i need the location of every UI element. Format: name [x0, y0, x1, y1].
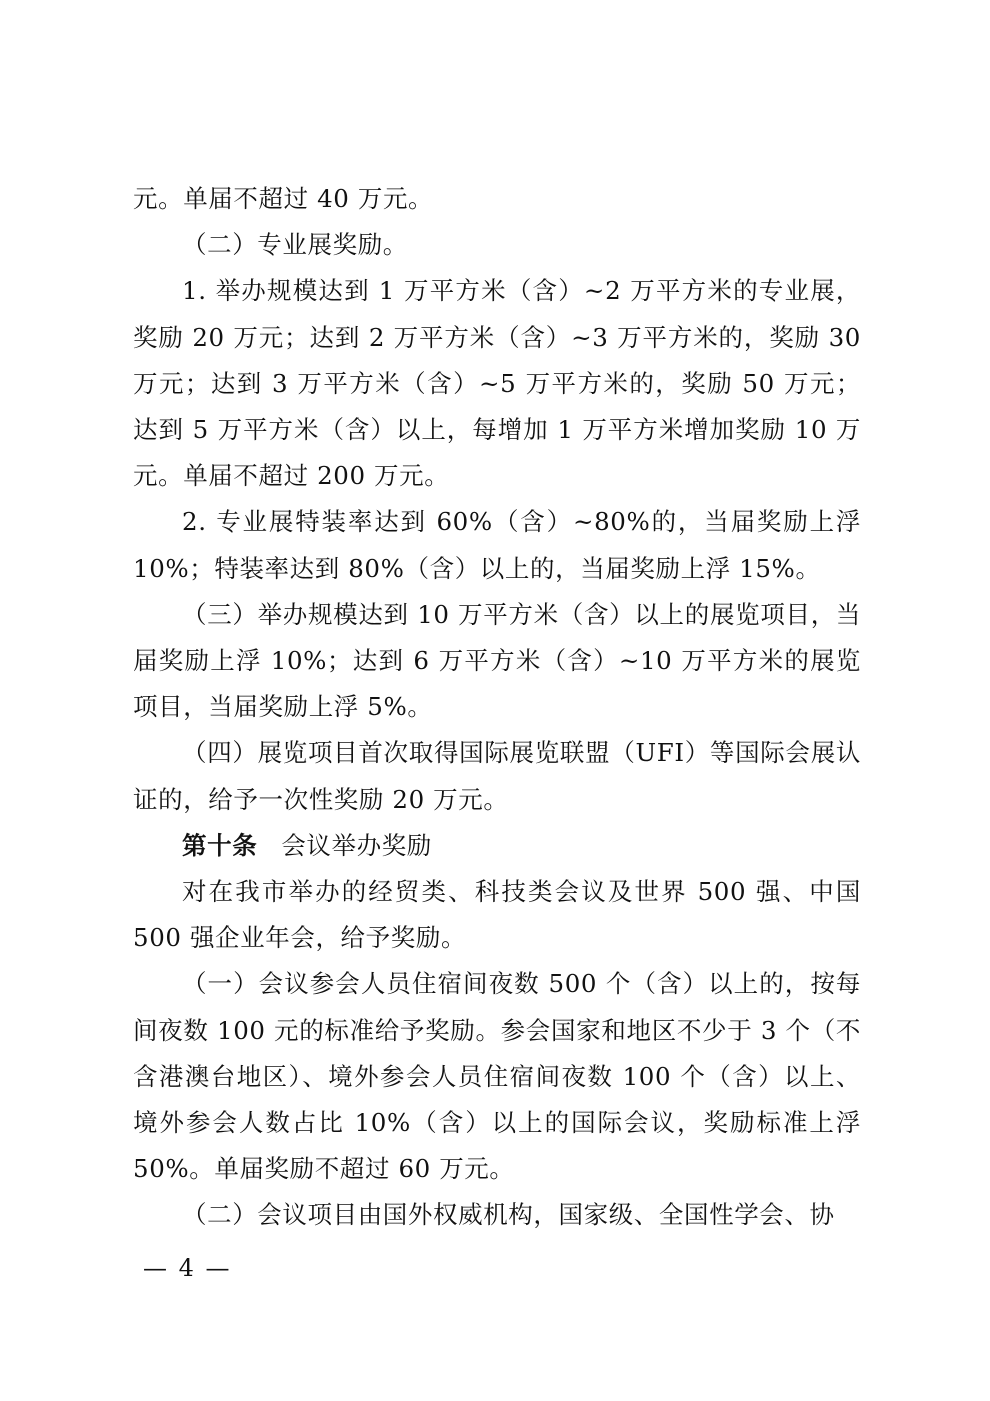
paragraph-section-4: （四）展览项目首次取得国际展览联盟（UFI）等国际会展认证的，给予一次性奖励 20 万元。 [133, 738, 861, 814]
paragraph-item-1: 1. 举办规模达到 1 万平方米（含）~2 万平方米的专业展，奖励 20 万元；达到 2 万平方米（含）~3 万平方米的，奖励 30 万元；达到 3 万平方米（含）~5 万平方米的，奖励 50 万元；达到 5 万平方米（含）以上，每增加 1 万平方米增加奖励 10 万元。单届不超过 200 万元。 [133, 276, 861, 491]
paragraph-section-3: （三）举办规模达到 10 万平方米（含）以上的展览项目，当届奖励上浮 10%；达到 6 万平方米（含）~10 万平方米的展览项目，当届奖励上浮 5%。 [133, 599, 861, 722]
paragraph-continuation: 元。单届不超过 40 万元。 [133, 184, 434, 213]
paragraph-article-intro: 对在我市举办的经贸类、科技类会议及世界 500 强、中国 500 强企业年会，给予奖励。 [133, 877, 861, 953]
paragraph-item-2: 2. 专业展特装率达到 60%（含）~80%的，当届奖励上浮 10%；特装率达到 80%（含）以上的，当届奖励上浮 15%。 [133, 507, 861, 583]
page-number: — 4 — [143, 1254, 232, 1282]
paragraph-meeting-1: （一）会议参会人员住宿间夜数 500 个（含）以上的，按每间夜数 100 元的标准给予奖励。参会国家和地区不少于 3 个（不含港澳台地区）、境外参会人员住宿间夜数 100 个（含）以上、境外参会人数占比 10%（含）以上的国际会议，奖励标准上浮 50%。单届奖励不超过 60 万元。 [133, 969, 861, 1184]
paragraph-exhibition-heading: （二）专业展奖励。 [182, 230, 408, 260]
article-number: 第十条 [182, 830, 258, 860]
body-text [133, 176, 861, 1239]
paragraph-meeting-2: （二）会议项目由国外权威机构，国家级、全国性学会、协 [182, 1200, 835, 1230]
article-heading [133, 823, 861, 869]
article-title: 会议举办奖励 [281, 830, 432, 860]
